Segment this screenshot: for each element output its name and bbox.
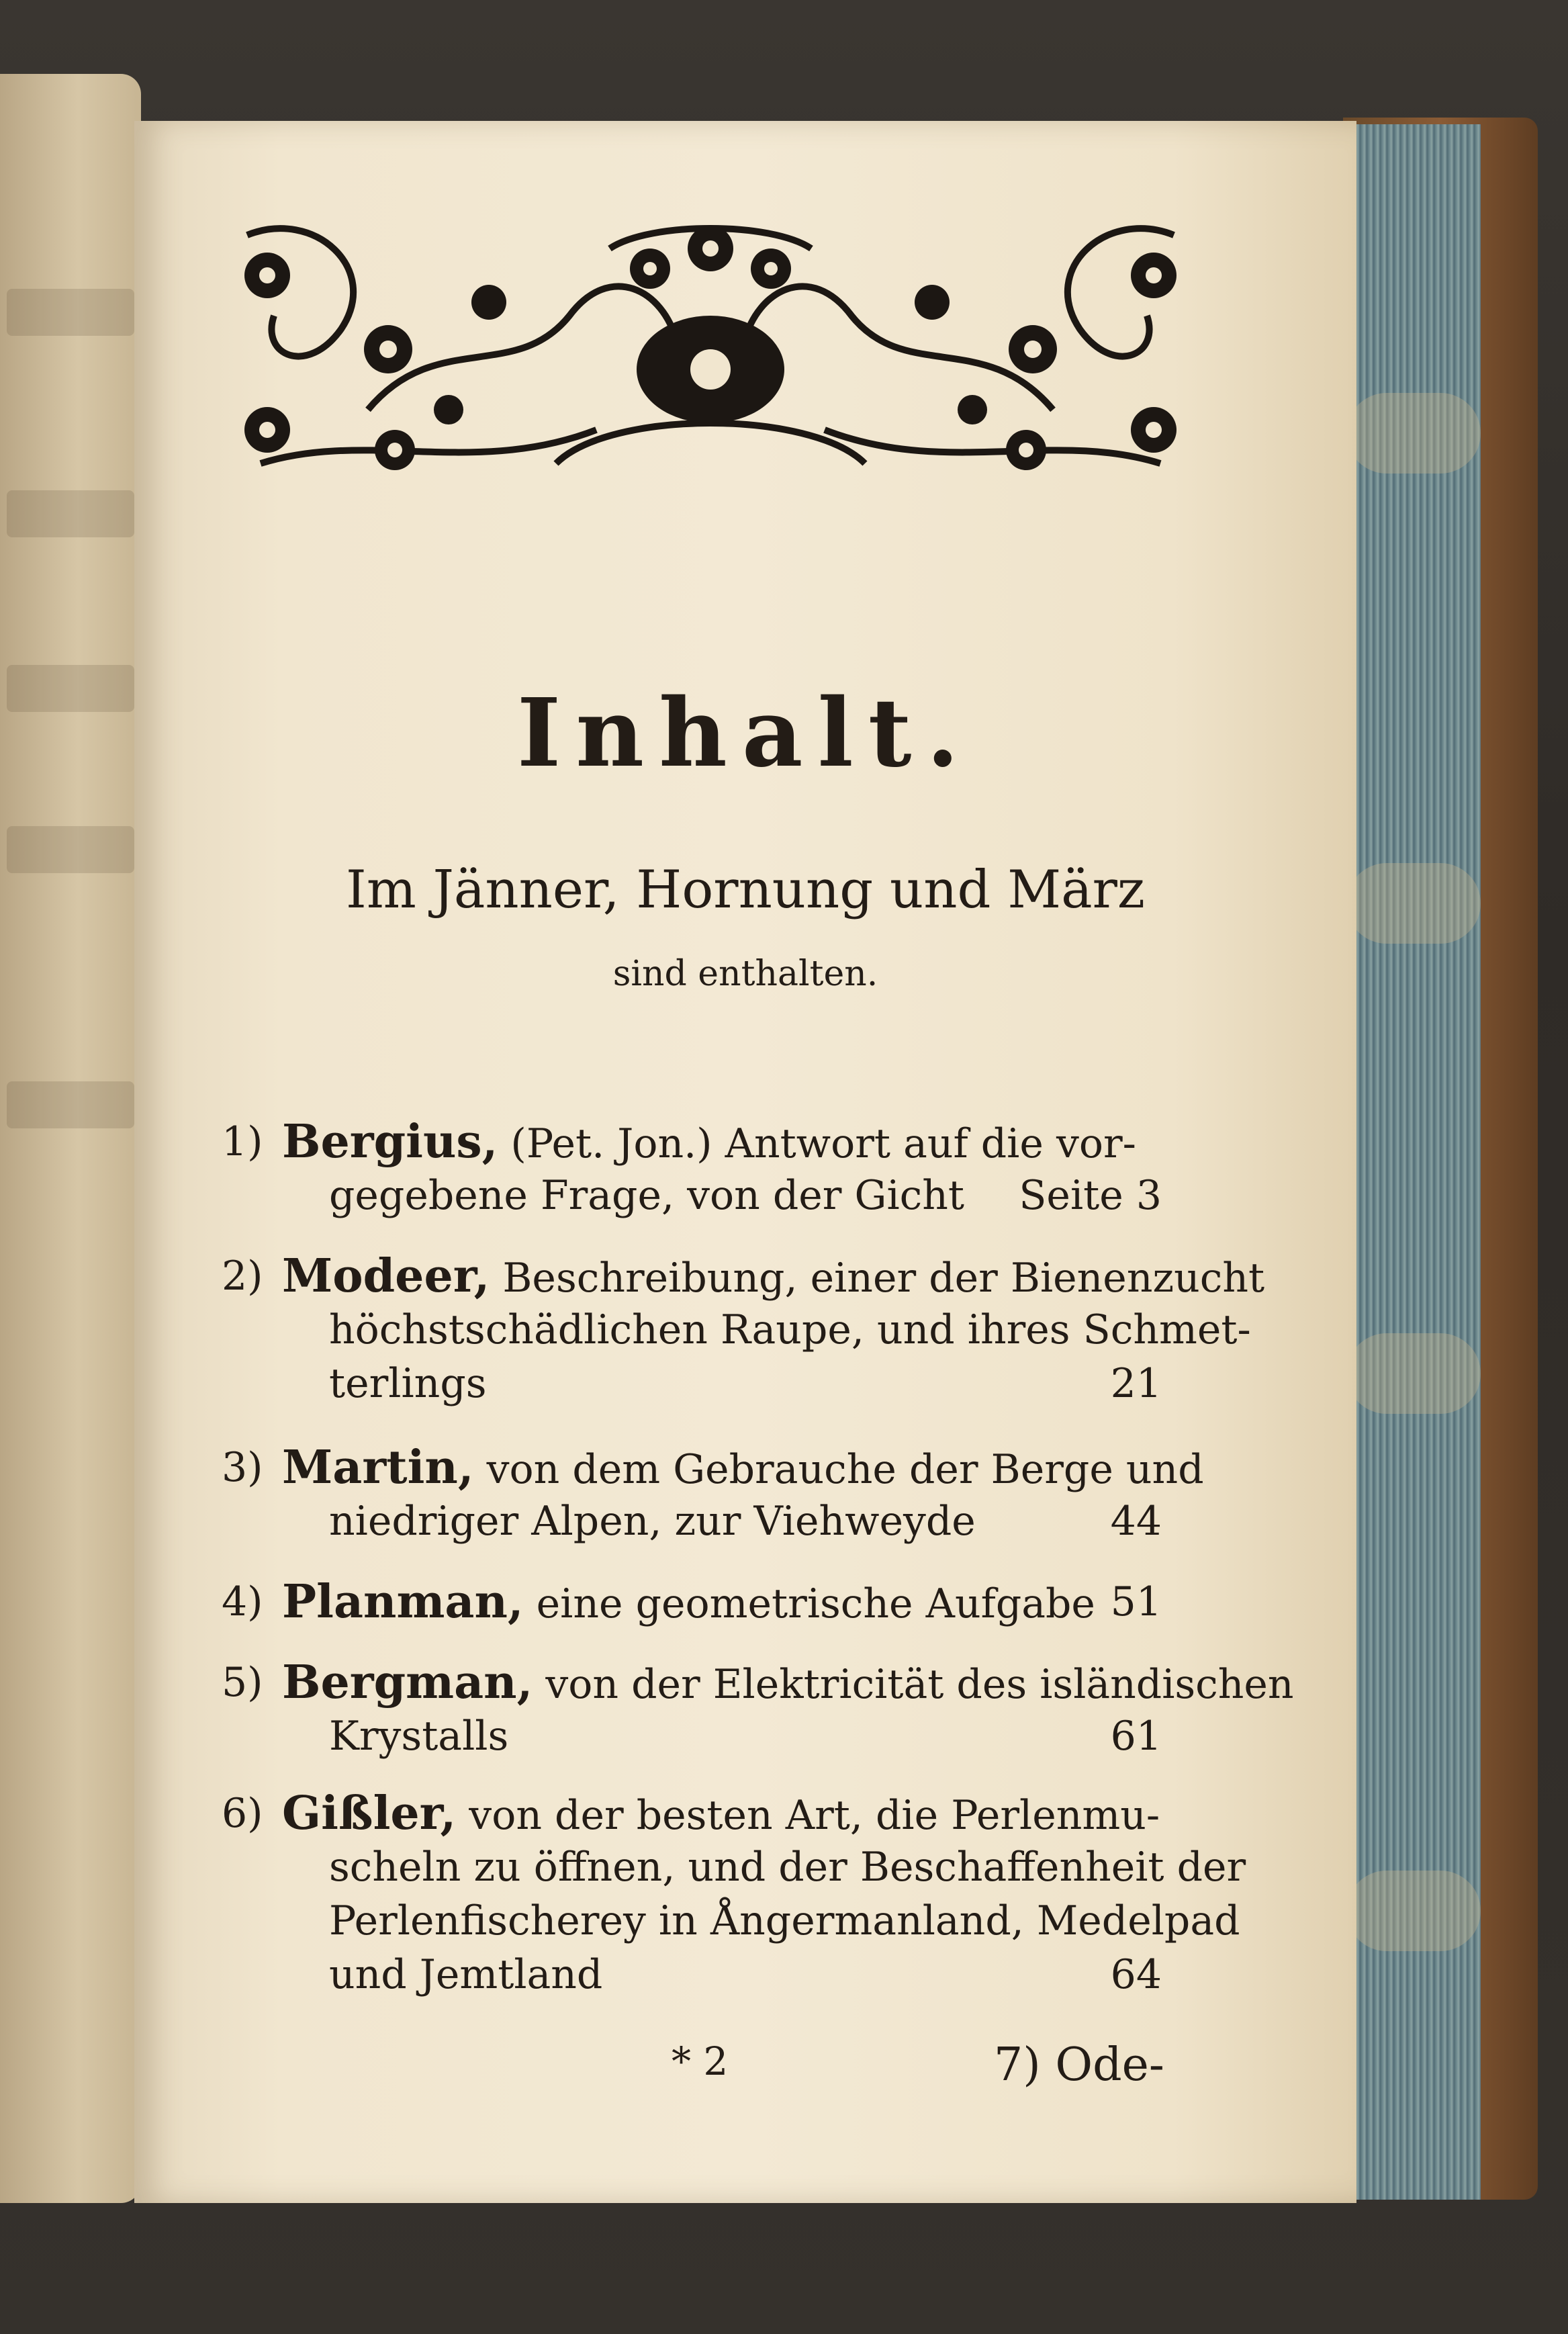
toc-entry bbox=[222, 1115, 1162, 1229]
entry-text: (Pet. Jon.) Antwort auf die vor- bbox=[510, 1120, 1136, 1167]
page-reference: 61 bbox=[1110, 1713, 1162, 1760]
show-through-mark bbox=[7, 490, 134, 537]
entry-text: Krystalls bbox=[329, 1713, 509, 1760]
author-name: Bergius, bbox=[282, 1115, 498, 1169]
author-name: Martin, bbox=[282, 1441, 474, 1494]
toc-entry bbox=[222, 1249, 1265, 1417]
entry-text: Perlenfischerey in Ångermanland, Medelpad bbox=[329, 1897, 1240, 1944]
section-heading: Im Jänner, Hornung und März bbox=[346, 860, 1145, 920]
signature-mark: * 2 bbox=[672, 2038, 729, 2084]
entry-number: 6) bbox=[222, 1790, 263, 1837]
toc-entry bbox=[222, 1787, 1246, 2008]
entry-number: 4) bbox=[222, 1578, 263, 1625]
edge-mottle bbox=[1346, 1871, 1481, 1951]
entry-line bbox=[282, 1787, 1160, 1842]
entry-text: von der Elektricität des isländischen bbox=[545, 1661, 1294, 1708]
author-name: Planman, bbox=[282, 1575, 524, 1629]
edge-mottle bbox=[1346, 863, 1481, 944]
entry-text: von der besten Art, die Perlenmu- bbox=[469, 1792, 1160, 1839]
catchword: 7) Ode- bbox=[994, 2038, 1164, 2092]
entry-text: eine geometrische Aufgabe bbox=[536, 1580, 1095, 1627]
edge-mottle bbox=[1346, 393, 1481, 474]
section-subheading: sind enthalten. bbox=[612, 954, 878, 994]
page-reference: 64 bbox=[1110, 1951, 1162, 1998]
entry-line bbox=[282, 1656, 1294, 1711]
show-through-mark bbox=[7, 665, 134, 712]
entry-text: höchstschädlichen Raupe, und ihres Schmet- bbox=[329, 1306, 1251, 1353]
entry-text: und Jemtland bbox=[329, 1951, 603, 1998]
entry-number: 1) bbox=[222, 1118, 263, 1165]
entry-text: gegebene Frage, von der Gicht bbox=[329, 1172, 964, 1219]
toc-entry bbox=[222, 1441, 1204, 1555]
author-name: Bergman, bbox=[282, 1656, 533, 1709]
entry-line bbox=[282, 1575, 1095, 1631]
left-page-edge bbox=[0, 74, 141, 2203]
entry-line bbox=[282, 1441, 1204, 1496]
entry-line bbox=[282, 1249, 1264, 1305]
page-fore-edge bbox=[1346, 124, 1481, 2200]
entry-text: terlings bbox=[329, 1360, 487, 1407]
page-reference: 21 bbox=[1110, 1360, 1162, 1407]
author-name: Modeer, bbox=[282, 1249, 490, 1303]
page-reference: 51 bbox=[1110, 1578, 1162, 1625]
floral-headpiece-ornament bbox=[234, 208, 1187, 490]
entry-text: scheln zu öffnen, und der Beschaffenheit der bbox=[329, 1844, 1246, 1891]
page-reference: Seite 3 bbox=[1019, 1172, 1162, 1219]
entry-number: 5) bbox=[222, 1659, 263, 1706]
entry-text: niedriger Alpen, zur Viehweyde bbox=[329, 1498, 976, 1545]
entry-text: von dem Gebrauche der Berge und bbox=[486, 1446, 1204, 1493]
entry-text: Beschreibung, einer der Bienenzucht bbox=[502, 1255, 1265, 1302]
author-name: Gißler, bbox=[282, 1787, 457, 1840]
entry-line bbox=[282, 1115, 1136, 1171]
entry-number: 3) bbox=[222, 1444, 263, 1491]
page-reference: 44 bbox=[1110, 1498, 1162, 1545]
show-through-mark bbox=[7, 826, 134, 873]
book-page bbox=[134, 121, 1356, 2203]
edge-mottle bbox=[1346, 1333, 1481, 1414]
entry-number: 2) bbox=[222, 1253, 263, 1300]
show-through-mark bbox=[7, 289, 134, 336]
show-through-mark bbox=[7, 1081, 134, 1128]
page-title: Inhalt. bbox=[516, 678, 974, 789]
toc-entry bbox=[222, 1656, 1294, 1770]
toc-entry bbox=[222, 1575, 1162, 1635]
